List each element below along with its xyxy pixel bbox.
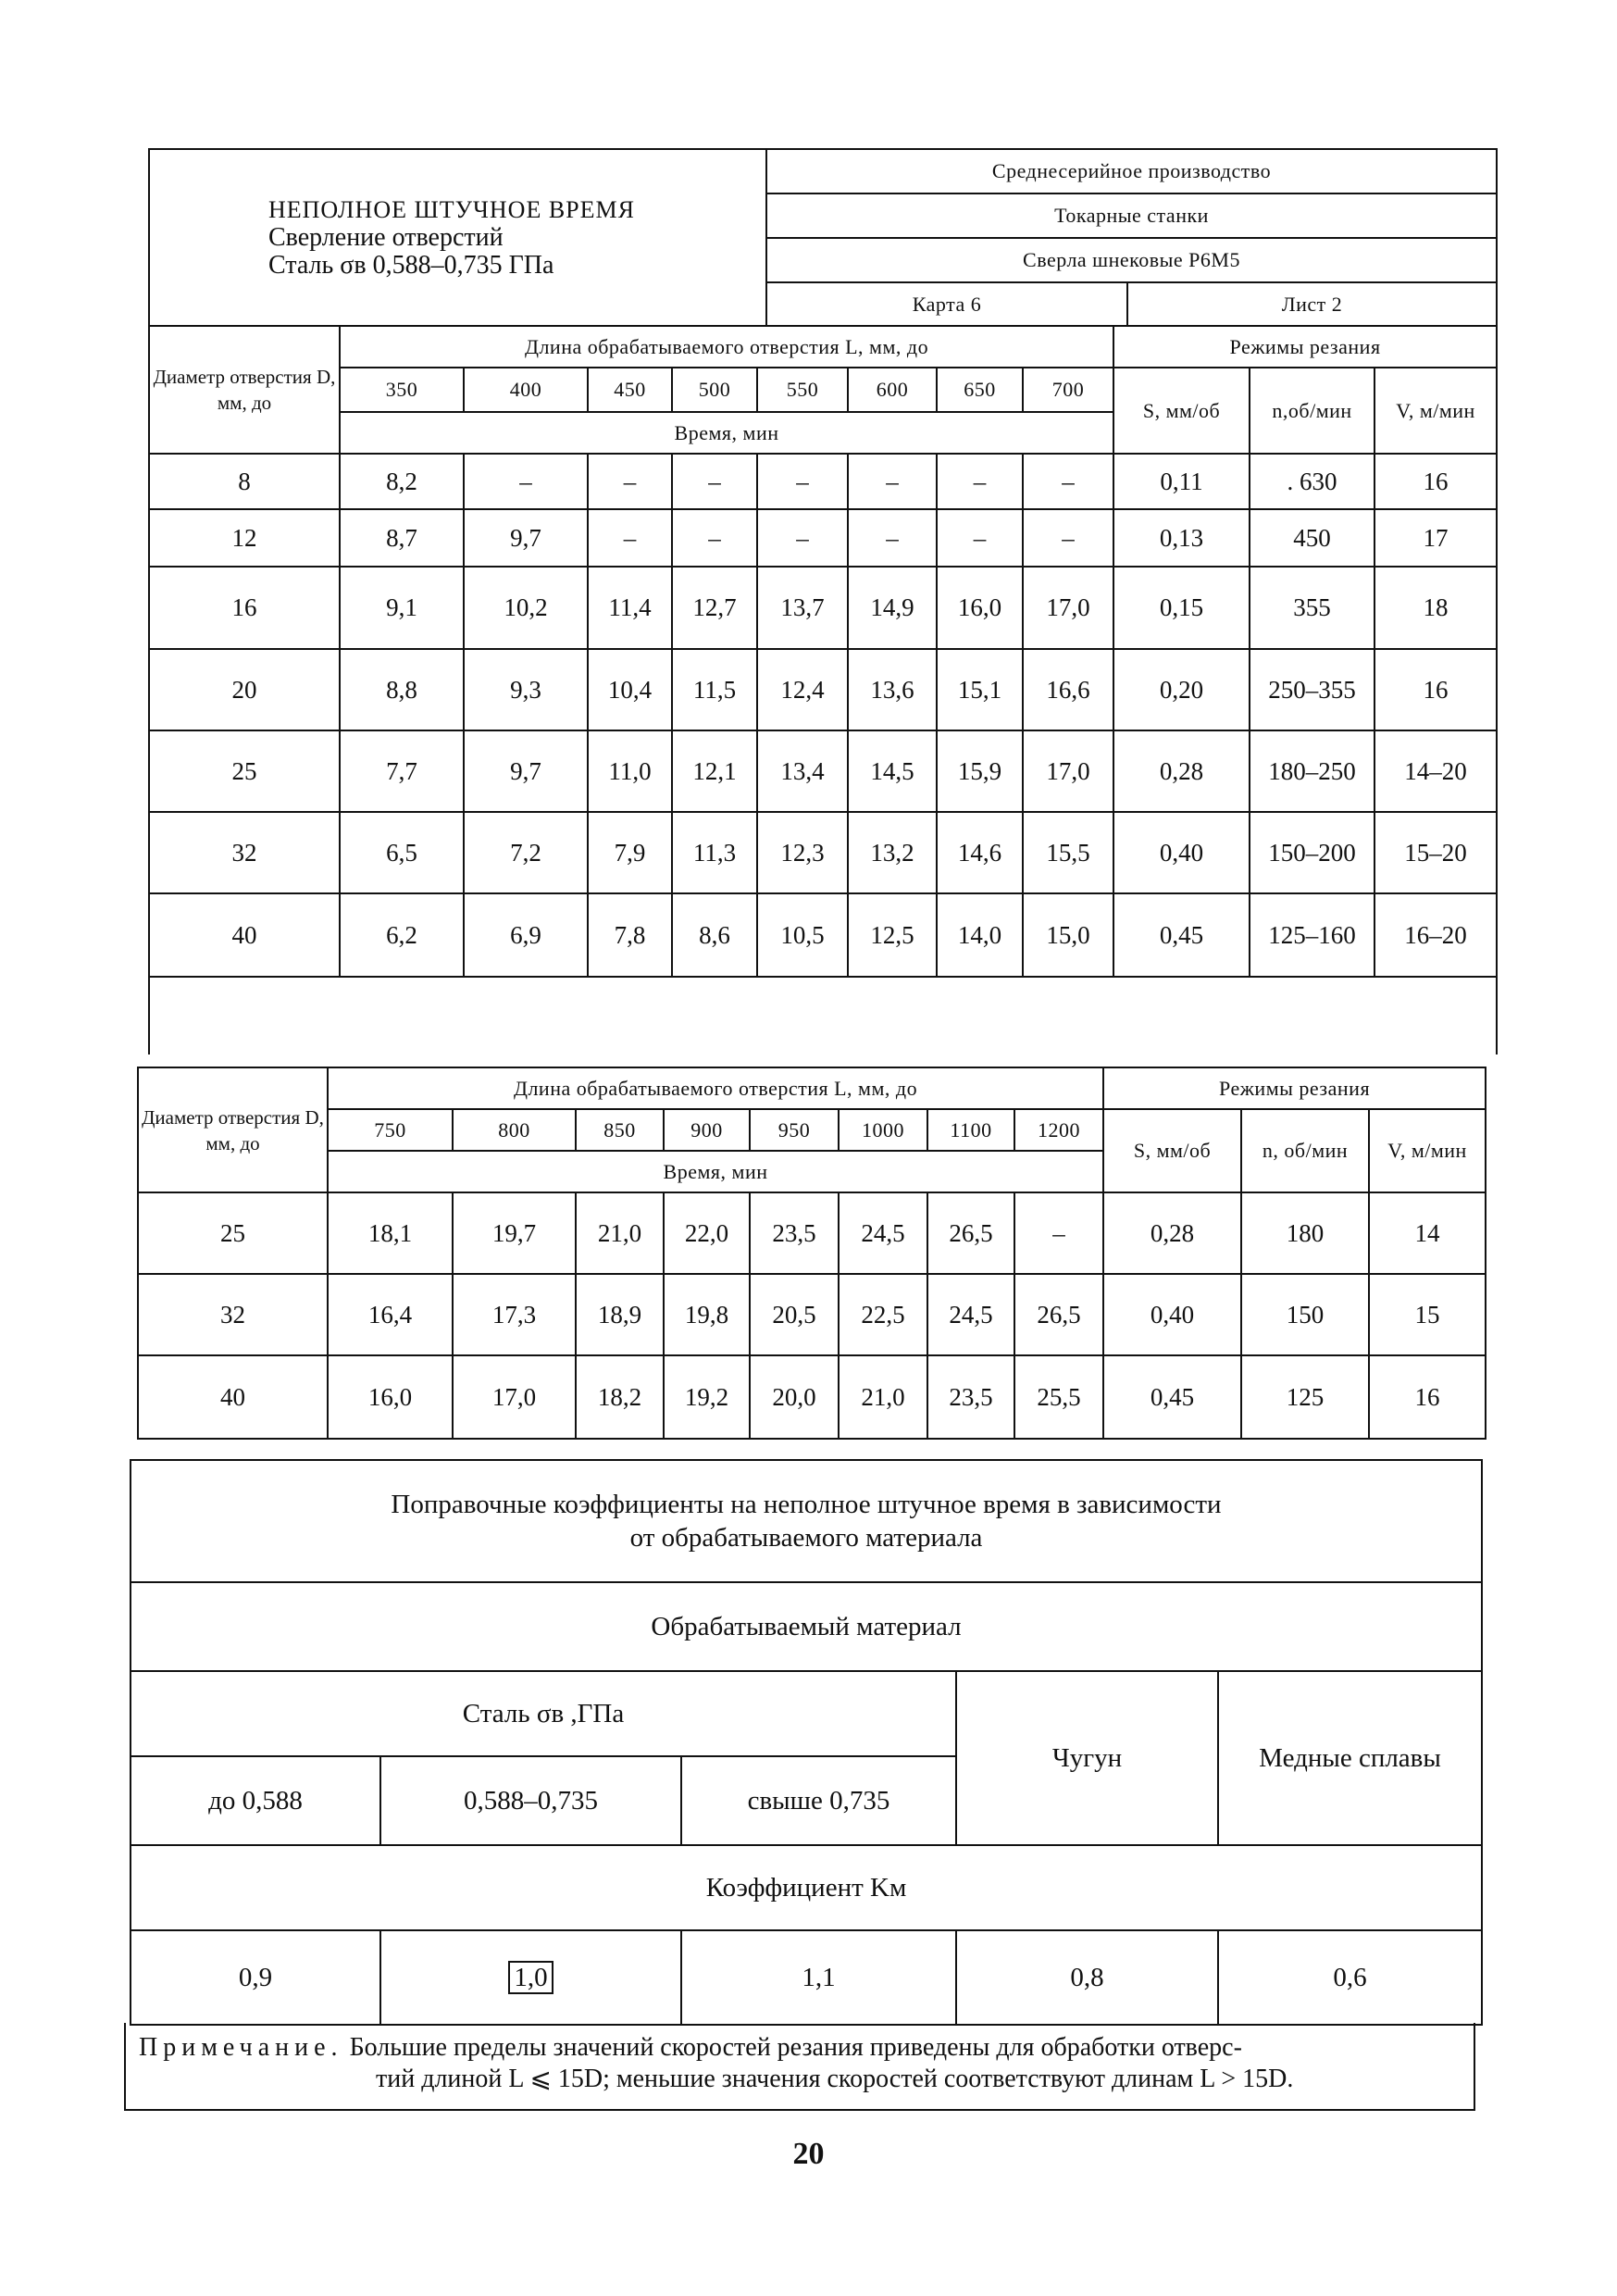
coefficient-value: 0,8 [956, 1930, 1218, 2025]
time-cell: – [848, 454, 937, 509]
time-cell: 24,5 [927, 1274, 1014, 1355]
speed-cell: 250–355 [1250, 649, 1374, 730]
velocity-cell: 16 [1374, 649, 1497, 730]
length-col: 800 [453, 1109, 576, 1151]
time-cell: – [848, 509, 937, 567]
time-cell: 10,4 [588, 649, 672, 730]
diameter-cell: 25 [138, 1192, 328, 1274]
time-cell: 6,9 [464, 893, 588, 977]
title-block [149, 149, 766, 326]
table2-body [138, 1192, 1486, 1439]
speed-cell: 150 [1241, 1274, 1369, 1355]
time-cell: 15,9 [937, 730, 1023, 812]
length-col: 850 [576, 1109, 664, 1151]
length-col: 600 [848, 368, 937, 412]
time-cell: 17,0 [1023, 567, 1113, 649]
time-cell: – [1023, 509, 1113, 567]
header-table [148, 148, 1498, 327]
velocity-cell: 14 [1369, 1192, 1486, 1274]
time-cell: 15,1 [937, 649, 1023, 730]
velocity-cell: 16–20 [1374, 893, 1497, 977]
machine-type: Токарные станки [766, 193, 1497, 238]
length-col: 900 [664, 1109, 750, 1151]
steel-range: свыше 0,735 [681, 1756, 956, 1845]
speed-cell: 180 [1241, 1192, 1369, 1274]
tool-type: Сверла шнековые Р6М5 [766, 238, 1497, 282]
time-header: Время, мин [328, 1151, 1103, 1192]
time-cell: 12,1 [672, 730, 757, 812]
time-cell: 13,7 [757, 567, 848, 649]
speed-cell: . 630 [1250, 454, 1374, 509]
time-cell: 20,5 [750, 1274, 839, 1355]
time-cell: 8,2 [340, 454, 464, 509]
feed-cell: 0,11 [1113, 454, 1250, 509]
table-row [149, 567, 1497, 649]
modes-header: Режимы резания [1113, 326, 1497, 368]
time-cell: 23,5 [750, 1192, 839, 1274]
time-cell: 14,9 [848, 567, 937, 649]
coefficient-header: Коэффициент Kм [131, 1845, 1482, 1930]
coefficients-table [130, 1459, 1483, 2026]
time-cell: – [1014, 1192, 1103, 1274]
speed-col: n,об/мин [1250, 368, 1374, 454]
feed-cell: 0,15 [1113, 567, 1250, 649]
coefficients-title-line2: от обрабатываемого материала [629, 1523, 983, 1553]
time-cell: 17,0 [1023, 730, 1113, 812]
diameter-cell: 8 [149, 454, 340, 509]
table-gap [149, 977, 1497, 1054]
time-cell: 13,4 [757, 730, 848, 812]
coefficients-title [131, 1460, 1482, 1582]
feed-cell: 0,28 [1103, 1192, 1241, 1274]
speed-cell: 450 [1250, 509, 1374, 567]
coefficient-value: 0,6 [1218, 1930, 1482, 2025]
time-cell: 18,2 [576, 1355, 664, 1439]
table-row [149, 730, 1497, 812]
velocity-cell: 14–20 [1374, 730, 1497, 812]
length-header: Длина обрабатываемого отверстия L, мм, до [340, 326, 1113, 368]
time-cell: 15,5 [1023, 812, 1113, 893]
production-type: Среднесерийное производство [766, 149, 1497, 193]
time-cell: – [937, 454, 1023, 509]
time-cell: 12,4 [757, 649, 848, 730]
time-cell: 12,5 [848, 893, 937, 977]
table-row [149, 893, 1497, 977]
time-cell: 8,6 [672, 893, 757, 977]
velocity-cell: 15–20 [1374, 812, 1497, 893]
time-cell: 12,3 [757, 812, 848, 893]
footnote [124, 2023, 1475, 2111]
time-cell: 10,5 [757, 893, 848, 977]
table1-body [149, 454, 1497, 977]
time-cell: 20,0 [750, 1355, 839, 1439]
table-row [138, 1192, 1486, 1274]
velocity-col: V, м/мин [1369, 1109, 1486, 1192]
diameter-header: Диаметр отверстия D, мм, до [149, 326, 340, 454]
time-cell: 16,6 [1023, 649, 1113, 730]
time-cell: 17,0 [453, 1355, 576, 1439]
time-cell: – [588, 509, 672, 567]
diameter-cell: 16 [149, 567, 340, 649]
feed-col: S, мм/об [1113, 368, 1250, 454]
time-cell: 22,5 [839, 1274, 927, 1355]
time-cell: 14,5 [848, 730, 937, 812]
time-cell: 26,5 [1014, 1274, 1103, 1355]
time-header: Время, мин [340, 412, 1113, 454]
page-number: 20 [792, 2137, 825, 2171]
time-cell: 19,8 [664, 1274, 750, 1355]
time-cell: 8,8 [340, 649, 464, 730]
length-col: 400 [464, 368, 588, 412]
time-cell: 18,9 [576, 1274, 664, 1355]
coefficient-value-cell [380, 1930, 681, 2025]
footnote-line2: тий длиной L ⩽ 15D; меньшие значения скоростей соответствуют длинам L > 15D. [376, 2065, 1294, 2093]
length-col: 1200 [1014, 1109, 1103, 1151]
diameter-cell: 32 [149, 812, 340, 893]
document-title: НЕПОЛНОЕ ШТУЧНОЕ ВРЕМЯ [268, 195, 635, 223]
time-cell: – [937, 509, 1023, 567]
diameter-cell: 40 [138, 1355, 328, 1439]
time-cell: 9,1 [340, 567, 464, 649]
speed-col: n, об/мин [1241, 1109, 1369, 1192]
velocity-cell: 18 [1374, 567, 1497, 649]
feed-cell: 0,45 [1103, 1355, 1241, 1439]
time-cell: 17,3 [453, 1274, 576, 1355]
time-cell: 16,0 [937, 567, 1023, 649]
length-col: 500 [672, 368, 757, 412]
velocity-cell: 16 [1374, 454, 1497, 509]
time-cell: – [757, 509, 848, 567]
time-cell: 14,6 [937, 812, 1023, 893]
diameter-cell: 20 [149, 649, 340, 730]
diameter-cell: 12 [149, 509, 340, 567]
time-cell: 19,7 [453, 1192, 576, 1274]
time-cell: 13,6 [848, 649, 937, 730]
time-table-2 [137, 1067, 1486, 1440]
coefficient-value: 0,9 [131, 1930, 380, 2025]
time-cell: 22,0 [664, 1192, 750, 1274]
velocity-cell: 16 [1369, 1355, 1486, 1439]
time-cell: 10,2 [464, 567, 588, 649]
time-cell: 7,9 [588, 812, 672, 893]
feed-cell: 0,40 [1103, 1274, 1241, 1355]
diameter-header: Диаметр отверстия D, мм, до [138, 1067, 328, 1192]
time-cell: – [588, 454, 672, 509]
time-cell: 19,2 [664, 1355, 750, 1439]
time-cell: 26,5 [927, 1192, 1014, 1274]
table-row [138, 1274, 1486, 1355]
velocity-col: V, м/мин [1374, 368, 1497, 454]
time-cell: 7,8 [588, 893, 672, 977]
time-cell: 6,2 [340, 893, 464, 977]
time-cell: 25,5 [1014, 1355, 1103, 1439]
feed-cell: 0,40 [1113, 812, 1250, 893]
table-row [138, 1355, 1486, 1439]
time-cell: – [757, 454, 848, 509]
time-cell: 16,0 [328, 1355, 453, 1439]
length-col: 1000 [839, 1109, 927, 1151]
coefficient-value-boxed: 1,0 [508, 1961, 553, 1994]
diameter-cell: 40 [149, 893, 340, 977]
time-cell: 11,3 [672, 812, 757, 893]
time-cell: 11,5 [672, 649, 757, 730]
length-col: 1100 [927, 1109, 1014, 1151]
time-cell: 11,4 [588, 567, 672, 649]
table-row [149, 812, 1497, 893]
speed-cell: 180–250 [1250, 730, 1374, 812]
time-cell: 12,7 [672, 567, 757, 649]
diameter-cell: 32 [138, 1274, 328, 1355]
copper-alloys-header: Медные сплавы [1218, 1671, 1482, 1845]
table-row [149, 454, 1497, 509]
time-cell: 9,7 [464, 509, 588, 567]
time-cell: 13,2 [848, 812, 937, 893]
velocity-cell: 17 [1374, 509, 1497, 567]
time-cell: 9,3 [464, 649, 588, 730]
length-col: 950 [750, 1109, 839, 1151]
time-cell: 15,0 [1023, 893, 1113, 977]
time-cell: 14,0 [937, 893, 1023, 977]
speed-cell: 355 [1250, 567, 1374, 649]
feed-cell: 0,45 [1113, 893, 1250, 977]
speed-cell: 125 [1241, 1355, 1369, 1439]
material-header: Обрабатываемый материал [131, 1582, 1482, 1671]
time-cell: 7,2 [464, 812, 588, 893]
diameter-cell: 25 [149, 730, 340, 812]
time-table-1 [148, 325, 1498, 1054]
steel-range: до 0,588 [131, 1756, 380, 1845]
length-header: Длина обрабатываемого отверстия L, мм, до [328, 1067, 1103, 1109]
feed-cell: 0,20 [1113, 649, 1250, 730]
length-col: 700 [1023, 368, 1113, 412]
time-cell: 6,5 [340, 812, 464, 893]
time-cell: – [672, 509, 757, 567]
sheet-number: Лист 2 [1127, 282, 1497, 326]
coefficient-value: 1,1 [681, 1930, 956, 2025]
speed-cell: 150–200 [1250, 812, 1374, 893]
time-cell: – [1023, 454, 1113, 509]
feed-col: S, мм/об [1103, 1109, 1241, 1192]
time-cell: 11,0 [588, 730, 672, 812]
time-cell: – [464, 454, 588, 509]
card-number: Карта 6 [766, 282, 1127, 326]
time-cell: – [672, 454, 757, 509]
steel-header: Сталь σв ,ГПа [131, 1671, 956, 1756]
time-cell: 18,1 [328, 1192, 453, 1274]
document-subtitle: Сверление отверстий [268, 222, 504, 252]
time-cell: 7,7 [340, 730, 464, 812]
footnote-line1: Большие пределы значений скоростей резания приведены для обработки отверс- [349, 2033, 1242, 2062]
steel-range: 0,588–0,735 [380, 1756, 681, 1845]
footnote-label: Примечание. [139, 2033, 343, 2062]
feed-cell: 0,13 [1113, 509, 1250, 567]
time-cell: 21,0 [839, 1355, 927, 1439]
feed-cell: 0,28 [1113, 730, 1250, 812]
length-col: 350 [340, 368, 464, 412]
cast-iron-header: Чугун [956, 1671, 1218, 1845]
time-cell: 24,5 [839, 1192, 927, 1274]
length-col: 450 [588, 368, 672, 412]
modes-header: Режимы резания [1103, 1067, 1486, 1109]
table-row [149, 649, 1497, 730]
length-col: 650 [937, 368, 1023, 412]
speed-cell: 125–160 [1250, 893, 1374, 977]
time-cell: 21,0 [576, 1192, 664, 1274]
velocity-cell: 15 [1369, 1274, 1486, 1355]
time-cell: 9,7 [464, 730, 588, 812]
time-cell: 8,7 [340, 509, 464, 567]
time-cell: 23,5 [927, 1355, 1014, 1439]
length-col: 550 [757, 368, 848, 412]
material-spec: Сталь σв 0,588–0,735 ГПа [268, 250, 554, 280]
time-cell: 16,4 [328, 1274, 453, 1355]
coefficients-title-line1: Поправочные коэффициенты на неполное штучное время в зависимости [391, 1490, 1222, 1519]
length-col: 750 [328, 1109, 453, 1151]
table-row [149, 509, 1497, 567]
